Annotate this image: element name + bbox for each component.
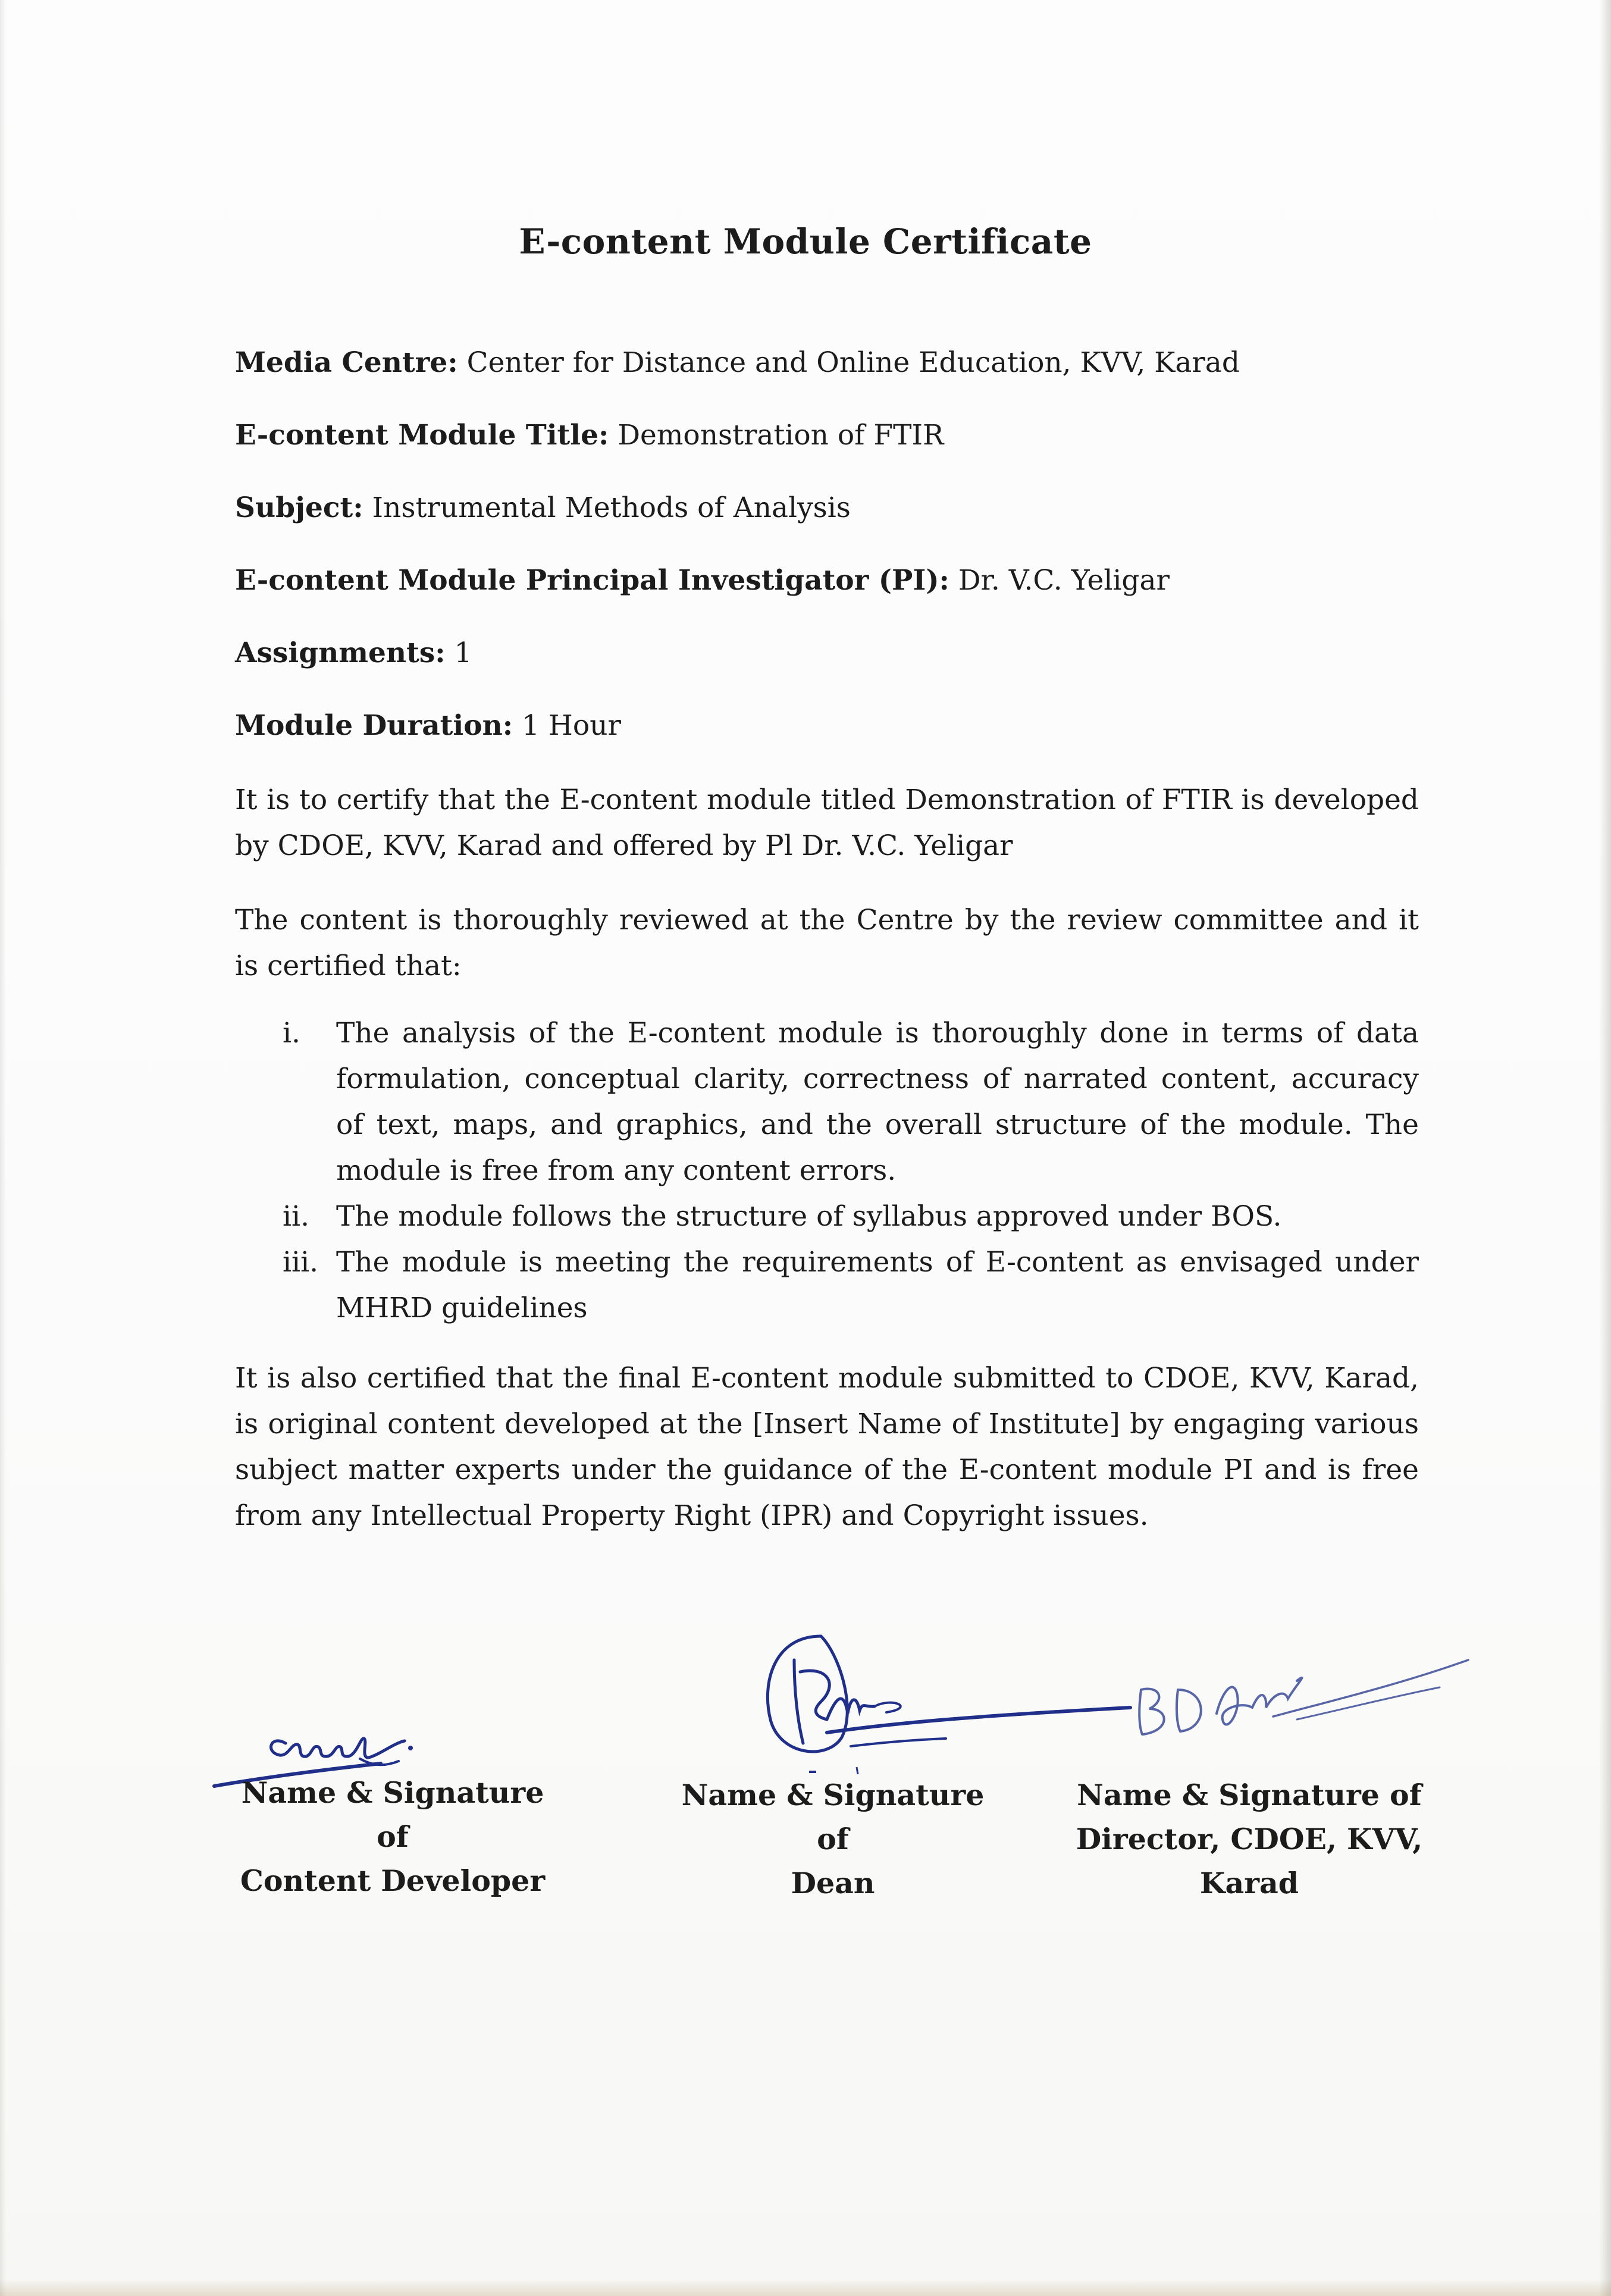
field-value: Dr. V.C. Yeligar — [958, 564, 1170, 597]
certification-list — [283, 1010, 1419, 1331]
field-principal-investigator — [235, 564, 1170, 597]
page-edge-bottom — [0, 2279, 1611, 2296]
field-assignments — [235, 637, 472, 670]
certify-paragraph: It is to certify that the E-content module titled Demonstration of FTIR is developed by CDOE, KVV, Karad and offered by Pl Dr. V.C. Yeligar — [235, 784, 1419, 862]
list-item-text: The module follows the structure of syllabus approved under BOS. — [336, 1200, 1282, 1233]
dean-signature — [738, 1618, 1142, 1797]
field-subject — [235, 491, 851, 525]
field-label: E-content Module Title: — [235, 419, 609, 452]
list-item — [283, 1239, 1419, 1331]
page-edge-left — [0, 0, 6, 2296]
list-item-number: ii. — [283, 1200, 310, 1233]
dean-caption — [666, 1773, 999, 1905]
review-paragraph: The content is thoroughly reviewed at the Centre by the review committee and it is certified that: — [235, 904, 1419, 982]
list-item — [283, 1010, 1419, 1194]
field-value: 1 Hour — [522, 709, 621, 742]
director-signature — [1118, 1630, 1475, 1755]
field-label: Subject: — [235, 491, 363, 524]
list-item-text: The analysis of the E-content module is thoroughly done in terms of data formulation, conceptual clarity, correctness of narrated content, accuracy of text, maps, and graphics, and the overall structure of the module. The module is free from any content errors. — [336, 1017, 1419, 1187]
caption-line: Dean — [791, 1866, 875, 1900]
caption-line: Name & Signature of — [681, 1778, 985, 1856]
caption-line: Content Developer — [240, 1863, 546, 1898]
director-caption — [1071, 1773, 1428, 1905]
field-label: Module Duration: — [235, 709, 513, 742]
also-certified-paragraph: It is also certified that the final E-content module submitted to CDOE, KVV, Karad, is original content developed at the [Insert Name of Institute] by engaging various subject matter experts under the guidance of the E-content module PI and is free from any Intellectual Property Right (IPR) and Copyright issues. — [235, 1362, 1419, 1532]
field-value: Instrumental Methods of Analysis — [372, 491, 851, 524]
caption-line: Karad — [1199, 1866, 1299, 1900]
list-item — [283, 1194, 1419, 1239]
field-module-title — [235, 419, 944, 452]
list-item-text: The module is meeting the requirements of E-content as envisaged under MHRD guidelines — [336, 1246, 1419, 1324]
page-edge-right — [1599, 0, 1611, 2296]
caption-line: Name & Signature of — [241, 1775, 544, 1854]
caption-line: Director, CDOE, KVV, — [1076, 1822, 1423, 1856]
list-item-number: iii. — [283, 1246, 319, 1279]
list-item-number: i. — [283, 1017, 300, 1050]
field-module-duration — [235, 709, 621, 743]
field-label: Assignments: — [235, 637, 446, 669]
field-label: Media Centre: — [235, 346, 458, 379]
field-label: E-content Module Principal Investigator (PI): — [235, 564, 949, 597]
field-media-centre — [235, 346, 1240, 380]
field-value: 1 — [454, 637, 472, 669]
page-title: E-content Module Certificate — [519, 221, 1092, 262]
caption-line: Name & Signature of — [1077, 1778, 1422, 1812]
field-value: Center for Distance and Online Education, KVV, Karad — [466, 346, 1240, 379]
content-developer-caption — [226, 1771, 559, 1903]
field-value: Demonstration of FTIR — [618, 419, 944, 452]
